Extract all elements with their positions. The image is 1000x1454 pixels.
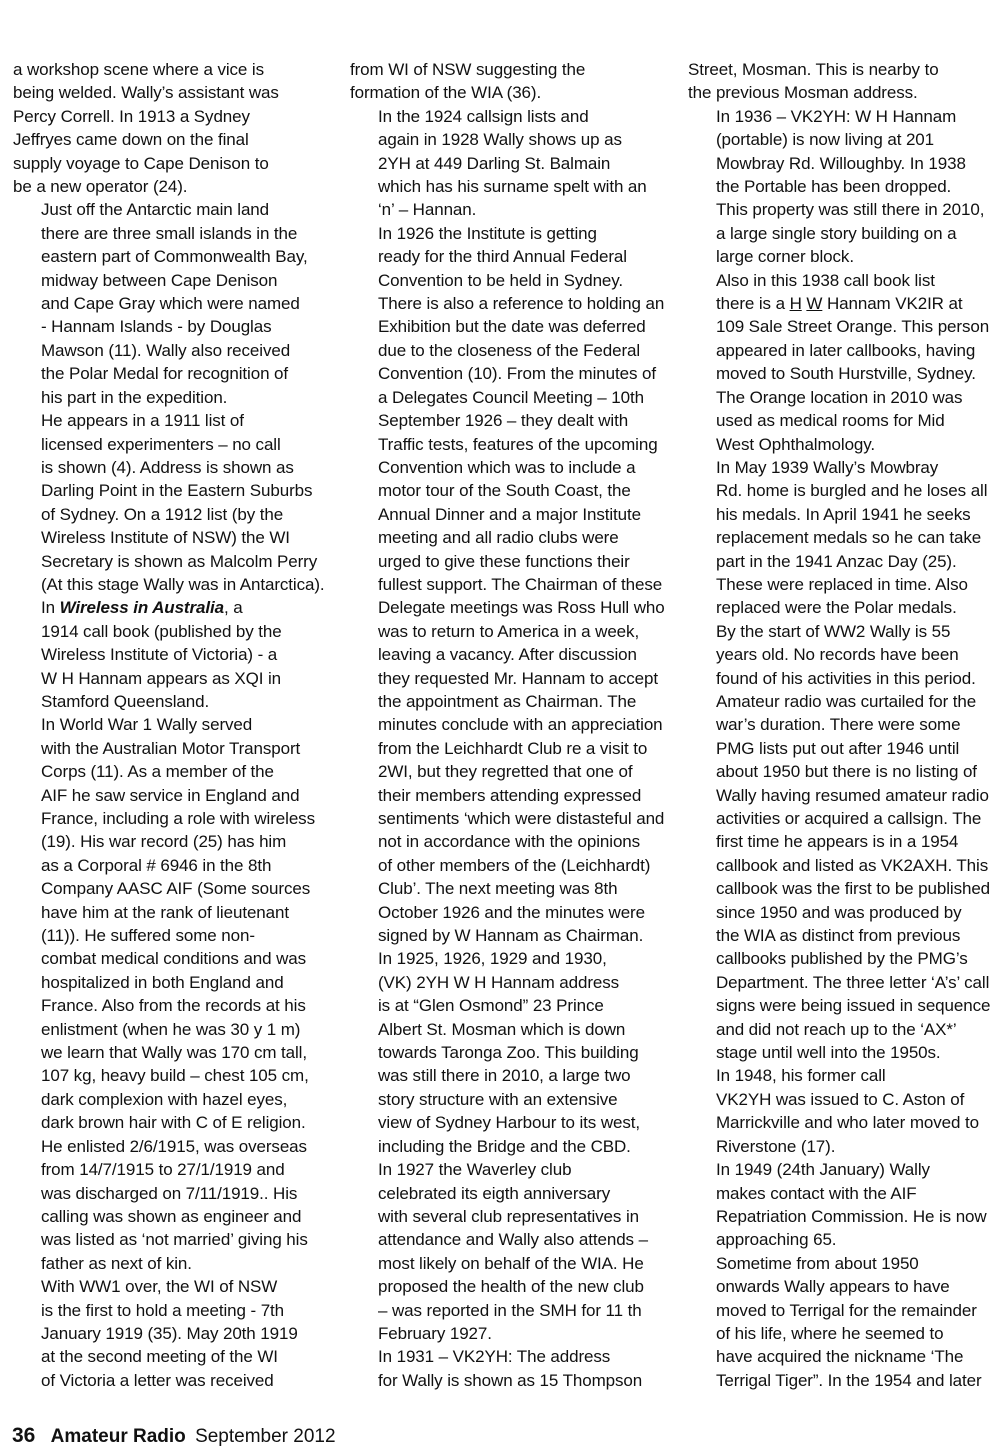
text-line: callbook and listed as VK2AXH. This [716,855,989,875]
text-line: minutes conclude with an appreciation [378,715,663,735]
text-line: towards Taronga Zoo. This building [378,1043,639,1063]
text-line: large corner block. [716,247,854,267]
text-line: Street, Mosman. This is nearby to [688,60,939,79]
text-line: and did not reach up to the ‘AX*’ [716,1019,957,1039]
text-line: including the Bridge and the CBD. [378,1136,631,1156]
paragraph [688,456,993,620]
text-line: In Wireless in Australia, a [41,598,243,618]
text-line: have him at the rank of lieutenant [41,902,289,922]
text-line: Corps (11). As a member of the [41,762,274,782]
paragraph [350,105,656,222]
text-line: dark complexion with hazel eyes, [41,1089,288,1109]
text-line: sentiments ‘which were distasteful and [378,809,665,828]
text-line: they requested Mr. Hannam to accept [378,668,658,688]
paragraph [13,596,320,713]
text-line: dark brown hair with C of E religion. [41,1113,306,1133]
text-line: midway between Cape Denison [41,270,278,290]
paragraph [688,1252,993,1392]
text-line: signed by W Hannam as Chairman. [378,926,644,946]
text-line: of other members of the (Leichhardt) [378,855,651,875]
text-line: callbook was the first to be published [716,879,991,899]
text-line: There is also a reference to holding an [378,294,665,314]
text-line: the WIA as distinct from previous [716,926,961,946]
text-line: enlistment (when he was 30 y 1 m) [41,1019,301,1039]
text-line: and Cape Gray which were named [41,294,300,314]
text-line: In 1926 the Institute is getting [378,223,597,243]
text-line: his part in the expedition. [41,387,228,407]
text-line: Repatriation Commission. He is now [716,1206,987,1226]
text-line: In World War 1 Wally served [41,715,253,735]
paragraph [688,269,993,456]
text-line: of Sydney. On a 1912 list (by the [41,504,284,524]
text-line: - Hannam Islands - by Douglas [41,317,272,337]
page-number: 36 [12,1424,36,1447]
text-line: was listed as ‘not married’ giving his [41,1230,308,1250]
text-line: proposed the health of the new club [378,1277,644,1297]
text-line: the appointment as Chairman. The [378,691,637,711]
text-line: the Polar Medal for recognition of [41,364,289,384]
text-line: He appears in a 1911 list of [41,411,244,431]
text-line: January 1919 (35). May 20th 1919 [41,1323,298,1343]
text-line: moved to South Hurstville, Sydney. [716,364,976,384]
text-line: October 1926 and the minutes were [378,902,645,922]
text-line: Riverstone (17). [716,1136,836,1156]
text-line: Percy Correll. In 1913 a Sydney [13,106,250,126]
text-line: from 14/7/1915 to 27/1/1919 and [41,1160,285,1180]
paragraph [13,1275,320,1392]
issue-date: September 2012 [195,1426,336,1447]
text-column-2 [350,58,665,1392]
text-line: Terrigal Tiger”. In the 1954 and later [716,1370,982,1390]
text-line: was to return to America in a week, [378,621,640,641]
text-line: we learn that Wally was 170 cm tall, [41,1043,307,1063]
paragraph [13,198,320,409]
text-line: moved to Terrigal for the remainder [716,1300,977,1320]
text-line: September 1926 – they dealt with [378,411,629,431]
text-line: France, including a role with wireless [41,809,315,828]
text-line: years old. No records have been [716,645,959,665]
text-line: 2YH at 449 Darling St. Balmain [378,153,611,173]
text-line: the Portable has been dropped. [716,177,952,197]
paragraph [350,1345,656,1392]
text-line: again in 1928 Wally shows up as [378,130,622,150]
text-line: In May 1939 Wally’s Mowbray [716,457,939,477]
paragraph [688,1158,993,1252]
text-line: was discharged on 7/11/1919.. His [41,1183,298,1203]
text-line: licensed experimenters – no call [41,434,281,454]
text-column-3 [688,58,993,1392]
text-line: Annual Dinner and a major Institute [378,504,641,524]
paragraph [350,947,656,1158]
text-line: In the 1924 callsign lists and [378,106,589,126]
text-line: celebrated its eigth anniversary [378,1183,611,1203]
text-line: was still there in 2010, a large two [378,1066,631,1086]
text-line: ready for the third Annual Federal [378,247,627,267]
paragraph [350,58,656,105]
text-line: By the start of WW2 Wally is 55 [716,621,951,641]
paragraph [13,58,320,198]
paragraph [688,58,993,105]
text-line: a Delegates Council Meeting – 10th [378,387,644,407]
text-line: These were replaced in time. Also [716,574,968,594]
text-line: Traffic tests, features of the upcoming [378,434,658,454]
text-line: being welded. Wally’s assistant was [13,83,279,103]
paragraph [688,620,993,1065]
text-line: onwards Wally appears to have [716,1277,950,1297]
paragraph [13,409,325,596]
text-line: W H Hannam appears as XQI in [41,668,282,688]
text-line: most likely on behalf of the WIA. He [378,1253,644,1273]
text-line: the previous Mosman address. [688,83,918,103]
text-line: found of his activities in this period. [716,668,976,688]
text-line: In 1936 – VK2YH: W H Hannam [716,106,957,126]
page-footer [12,1424,336,1449]
text-line: In 1927 the Waverley club [378,1160,572,1180]
text-line: Secretary is shown as Malcolm Perry [41,551,318,571]
text-line: 109 Sale Street Orange. This person [716,317,990,337]
text-line: leaving a vacancy. After discussion [378,645,637,665]
text-line: which has his surname spelt with an [378,177,647,197]
text-line: – was reported in the SMH for 11 th [378,1300,642,1320]
text-line: Mawson (11). Wally also received [41,340,291,360]
text-line: Exhibition but the date was deferred [378,317,646,337]
text-line: Darling Point in the Eastern Suburbs [41,481,313,501]
text-line: Wireless Institute of NSW) the WI [41,528,290,548]
paragraph [688,1064,993,1158]
text-line: Jeffryes came down on the final [13,130,249,150]
text-line: combat medical conditions and was [41,949,307,969]
text-line: part in the 1941 Anzac Day (25). [716,551,957,571]
text-line: a workshop scene where a vice is [13,60,264,79]
text-line: motor tour of the South Coast, the [378,481,631,501]
text-line: 107 kg, heavy build – chest 105 cm, [41,1066,309,1086]
paragraph [13,713,320,1275]
text-line: meeting and all radio clubs were [378,528,619,548]
magazine-title: Amateur Radio [50,1426,186,1447]
text-line: is shown (4). Address is shown as [41,457,294,477]
text-line: Club’. The next meeting was 8th [378,879,618,899]
text-line: Convention (10). From the minutes of [378,364,656,384]
text-line: fullest support. The Chairman of these [378,574,663,594]
text-line: urged to give these functions their [378,551,630,571]
text-line: Stamford Queensland. [41,691,210,711]
text-line: from WI of NSW suggesting the [350,60,586,79]
text-line: there are three small islands in the [41,223,298,243]
text-line: replaced were the Polar medals. [716,598,957,618]
text-line: calling was shown as engineer and [41,1206,302,1226]
text-line: is the first to hold a meeting - 7th [41,1300,285,1320]
text-line: first time he appears is in a 1954 [716,832,959,852]
text-line: with the Australian Motor Transport [41,738,301,758]
text-line: Sometime from about 1950 [716,1253,919,1273]
text-line: Rd. home is burgled and he loses all [716,481,988,501]
text-line: attendance and Wally also attends – [378,1230,648,1250]
paragraph [350,222,665,948]
text-line: is at “Glen Osmond” 23 Prince [378,996,604,1016]
text-column-1 [13,58,325,1392]
text-line: West Ophthalmology. [716,434,876,454]
text-line: Convention to be held in Sydney. [378,270,624,290]
text-line: signs were being issued in sequence [716,996,991,1016]
text-line: callbooks published by the PMG’s [716,949,968,969]
text-line: due to the closeness of the Federal [378,340,641,360]
text-line: from the Leichhardt Club re a visit to [378,738,648,758]
text-line: at the second meeting of the WI [41,1347,278,1367]
text-line: stage until well into the 1950s. [716,1043,941,1063]
text-line: of Victoria a letter was received [41,1370,274,1390]
text-line: AIF he saw service in England and [41,785,300,805]
text-line: With WW1 over, the WI of NSW [41,1277,278,1297]
text-line: there is a H W Hannam VK2IR at [716,294,963,314]
text-line: appeared in later callbooks, having [716,340,976,360]
text-line: since 1950 and was produced by [716,902,962,922]
text-line: France. Also from the records at his [41,996,306,1016]
text-line: have acquired the nickname ‘The [716,1347,964,1367]
text-line: Albert St. Mosman which is down [378,1019,626,1039]
text-line: Marrickville and who later moved to [716,1113,979,1133]
text-line: Wireless Institute of Victoria) - a [41,645,278,665]
text-line: formation of the WIA (36). [350,83,542,103]
text-line: view of Sydney Harbour to its west, [378,1113,641,1133]
text-line: The Orange location in 2010 was [716,387,963,407]
paragraph [688,105,993,269]
text-line: story structure with an extensive [378,1089,618,1109]
text-line: about 1950 but there is no listing of [716,762,977,782]
text-line: makes contact with the AIF [716,1183,917,1203]
text-line: (portable) is now living at 201 [716,130,935,150]
text-line: their members attending expressed [378,785,642,805]
text-line: (11)). He suffered some non- [41,926,255,946]
text-line: 1914 call book (published by the [41,621,282,641]
text-line: Department. The three letter ‘A’s’ call [716,972,990,992]
text-line: eastern part of Commonwealth Bay, [41,247,308,267]
text-line: Delegate meetings was Ross Hull who [378,598,665,618]
text-line: be a new operator (24). [13,177,188,197]
text-line: supply voyage to Cape Denison to [13,153,269,173]
text-line: (VK) 2YH W H Hannam address [378,972,620,992]
text-line: for Wally is shown as 15 Thompson [378,1370,643,1390]
text-line: In 1949 (24th January) Wally [716,1160,930,1180]
text-line: (19). His war record (25) has him [41,832,287,852]
text-line: as a Corporal # 6946 in the 8th [41,855,272,875]
text-line: of his life, where he seemed to [716,1323,944,1343]
text-line: his medals. In April 1941 he seeks [716,504,971,524]
text-line: Wally having resumed amateur radio [716,785,989,805]
text-line: Mowbray Rd. Willoughby. In 1938 [716,153,966,173]
text-line: Just off the Antarctic main land [41,200,270,220]
text-line: He enlisted 2/6/1915, was overseas [41,1136,307,1156]
text-line: (At this stage Wally was in Antarctica). [41,574,325,594]
text-line: approaching 65. [716,1230,837,1250]
text-line: Also in this 1938 call book list [716,270,935,290]
text-line: In 1925, 1926, 1929 and 1930, [378,949,607,969]
text-line: 2WI, but they regretted that one of [378,762,633,782]
text-line: VK2YH was issued to C. Aston of [716,1089,965,1109]
text-line: Company AASC AIF (Some sources [41,879,311,899]
text-line: replacement medals so he can take [716,528,982,548]
paragraph [350,1158,656,1345]
text-line: war’s duration. There were some [716,715,961,735]
text-line: used as medical rooms for Mid [716,411,945,431]
text-line: activities or acquired a callsign. The [716,809,982,828]
text-line: February 1927. [378,1323,492,1343]
text-line: Amateur radio was curtailed for the [716,691,977,711]
text-line: In 1931 – VK2YH: The address [378,1347,611,1367]
text-line: PMG lists put out after 1946 until [716,738,960,758]
text-line: with several club representatives in [378,1206,639,1226]
text-line: Convention which was to include a [378,457,636,477]
text-line: ‘n’ – Hannan. [378,200,477,220]
text-line: a large single story building on a [716,223,957,243]
text-line: This property was still there in 2010, [716,200,985,220]
text-line: father as next of kin. [41,1253,192,1273]
text-line: In 1948, his former call [716,1066,886,1086]
text-line: not in accordance with the opinions [378,832,641,852]
text-line: hospitalized in both England and [41,972,284,992]
